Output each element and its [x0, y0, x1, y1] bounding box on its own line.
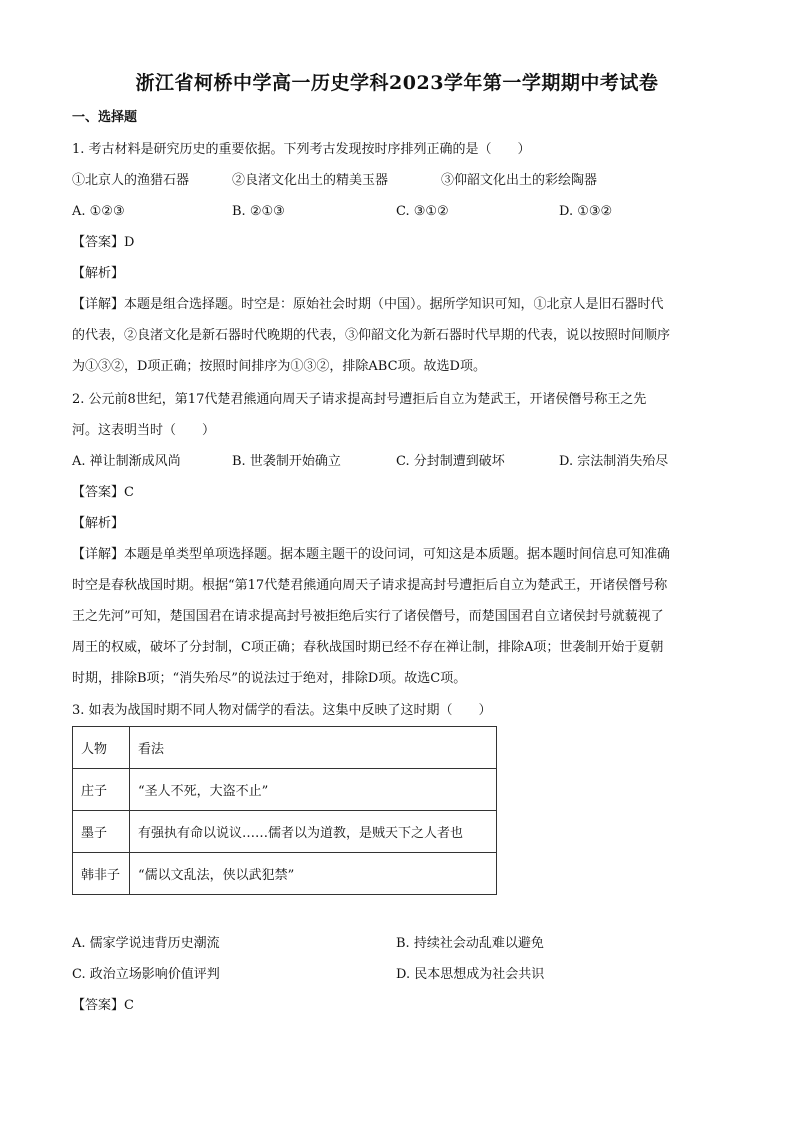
q1-item-2: ②良渚文化出土的精美玉器: [232, 173, 389, 188]
table-cell: 有强执有命以说议……儒者以为道教，是贼天下之人者也: [130, 811, 497, 853]
q2-detail-line: 【详解】本题是单类型单项选择题。据本题主题干的设问词，可知这是本质题。据本题时间信息可知准确: [72, 547, 671, 562]
q1-item-3: ③仰韶文化出土的彩绘陶器: [441, 173, 598, 188]
q2-detail-line: 时期，排除B项；“消失殆尽”的说法过于绝对，排除D项。故选C项。: [72, 671, 467, 686]
q1-detail-line: 为①③②，D项正确；按照时间排序为①③②，排除ABC项。故选D项。: [72, 359, 486, 374]
table-header-row: [73, 727, 497, 769]
q2-option-d: D. 宗法制消失殆尽: [559, 454, 669, 469]
q2-detail-line: 王之先河”可知，楚国国君在请求提高封号被拒绝后实行了诸侯僭号，而楚国国君自立诸侯封号就藐视了: [72, 609, 664, 624]
q1-option-c: C. ③①②: [396, 204, 449, 219]
section-heading: 一、选择题: [72, 110, 138, 125]
table-header-cell: 看法: [130, 727, 497, 769]
q1-option-b: B. ②①③: [232, 204, 285, 219]
q2-analysis-label: 【解析】: [72, 516, 125, 531]
table-cell: 庄子: [73, 769, 130, 811]
q1-analysis-label: 【解析】: [72, 266, 125, 281]
q1-detail-line: 的代表，②良渚文化是新石器时代晚期的代表，③仰韶文化为新石器时代早期的代表，说以按照时间顺序: [72, 328, 671, 343]
table-row: [73, 769, 497, 811]
table-cell: 墨子: [73, 811, 130, 853]
q2-detail-line: 时空是春秋战国时期。根据“第17代楚君熊通向周天子请求提高封号遭拒后自立为楚武王，开诸侯僭号称: [72, 578, 668, 593]
q3-stem: 3. 如表为战国时期不同人物对儒学的看法。这集中反映了这时期（ ）: [72, 703, 492, 718]
q3-answer: 【答案】C: [72, 998, 134, 1013]
q2-answer: 【答案】C: [72, 485, 134, 500]
table-row: [73, 811, 497, 853]
q2-option-a: A. 禅让制渐成风尚: [72, 454, 181, 469]
q2-detail-line: 周王的权威，破坏了分封制，C项正确；春秋战国时期已经不存在禅让制，排除A项；世袭制开始于夏朝: [72, 640, 664, 655]
table-cell: “儒以文乱法，侠以武犯禁”: [130, 853, 497, 895]
q2-option-b: B. 世袭制开始确立: [232, 454, 341, 469]
q3-option-a: A. 儒家学说违背历史潮流: [72, 936, 220, 951]
table-row: [73, 853, 497, 895]
q1-stem: 1. 考古材料是研究历史的重要依据。下列考古发现按时序排列正确的是（ ）: [72, 142, 531, 157]
q1-detail-line: 【详解】本题是组合选择题。时空是：原始社会时期（中国）。据所学知识可知，①北京人是旧石器时代: [72, 297, 664, 312]
q3-option-d: D. 民本思想成为社会共识: [396, 967, 545, 982]
q2-option-c: C. 分封制遭到破坏: [396, 454, 505, 469]
q1-option-a: A. ①②③: [72, 204, 125, 219]
q1-option-d: D. ①③②: [559, 204, 613, 219]
q1-answer: 【答案】D: [72, 235, 135, 250]
q2-stem-line: 河。这表明当时（ ）: [72, 423, 216, 438]
table-header-cell: 人物: [73, 727, 130, 769]
q2-stem-line: 2. 公元前8世纪，第17代楚君熊通向周天子请求提高封号遭拒后自立为楚武王，开诸侯僭号称王之先: [72, 392, 647, 407]
q3-option-b: B. 持续社会动乱难以避免: [396, 936, 544, 951]
q1-item-1: ①北京人的渔猎石器: [72, 173, 190, 188]
table-cell: 韩非子: [73, 853, 130, 895]
q3-table: [72, 726, 497, 895]
table-cell: “圣人不死，大盗不止”: [130, 769, 497, 811]
page-title: 浙江省柯桥中学高一历史学科2023学年第一学期期中考试卷: [135, 72, 659, 94]
q3-option-c: C. 政治立场影响价值评判: [72, 967, 220, 982]
